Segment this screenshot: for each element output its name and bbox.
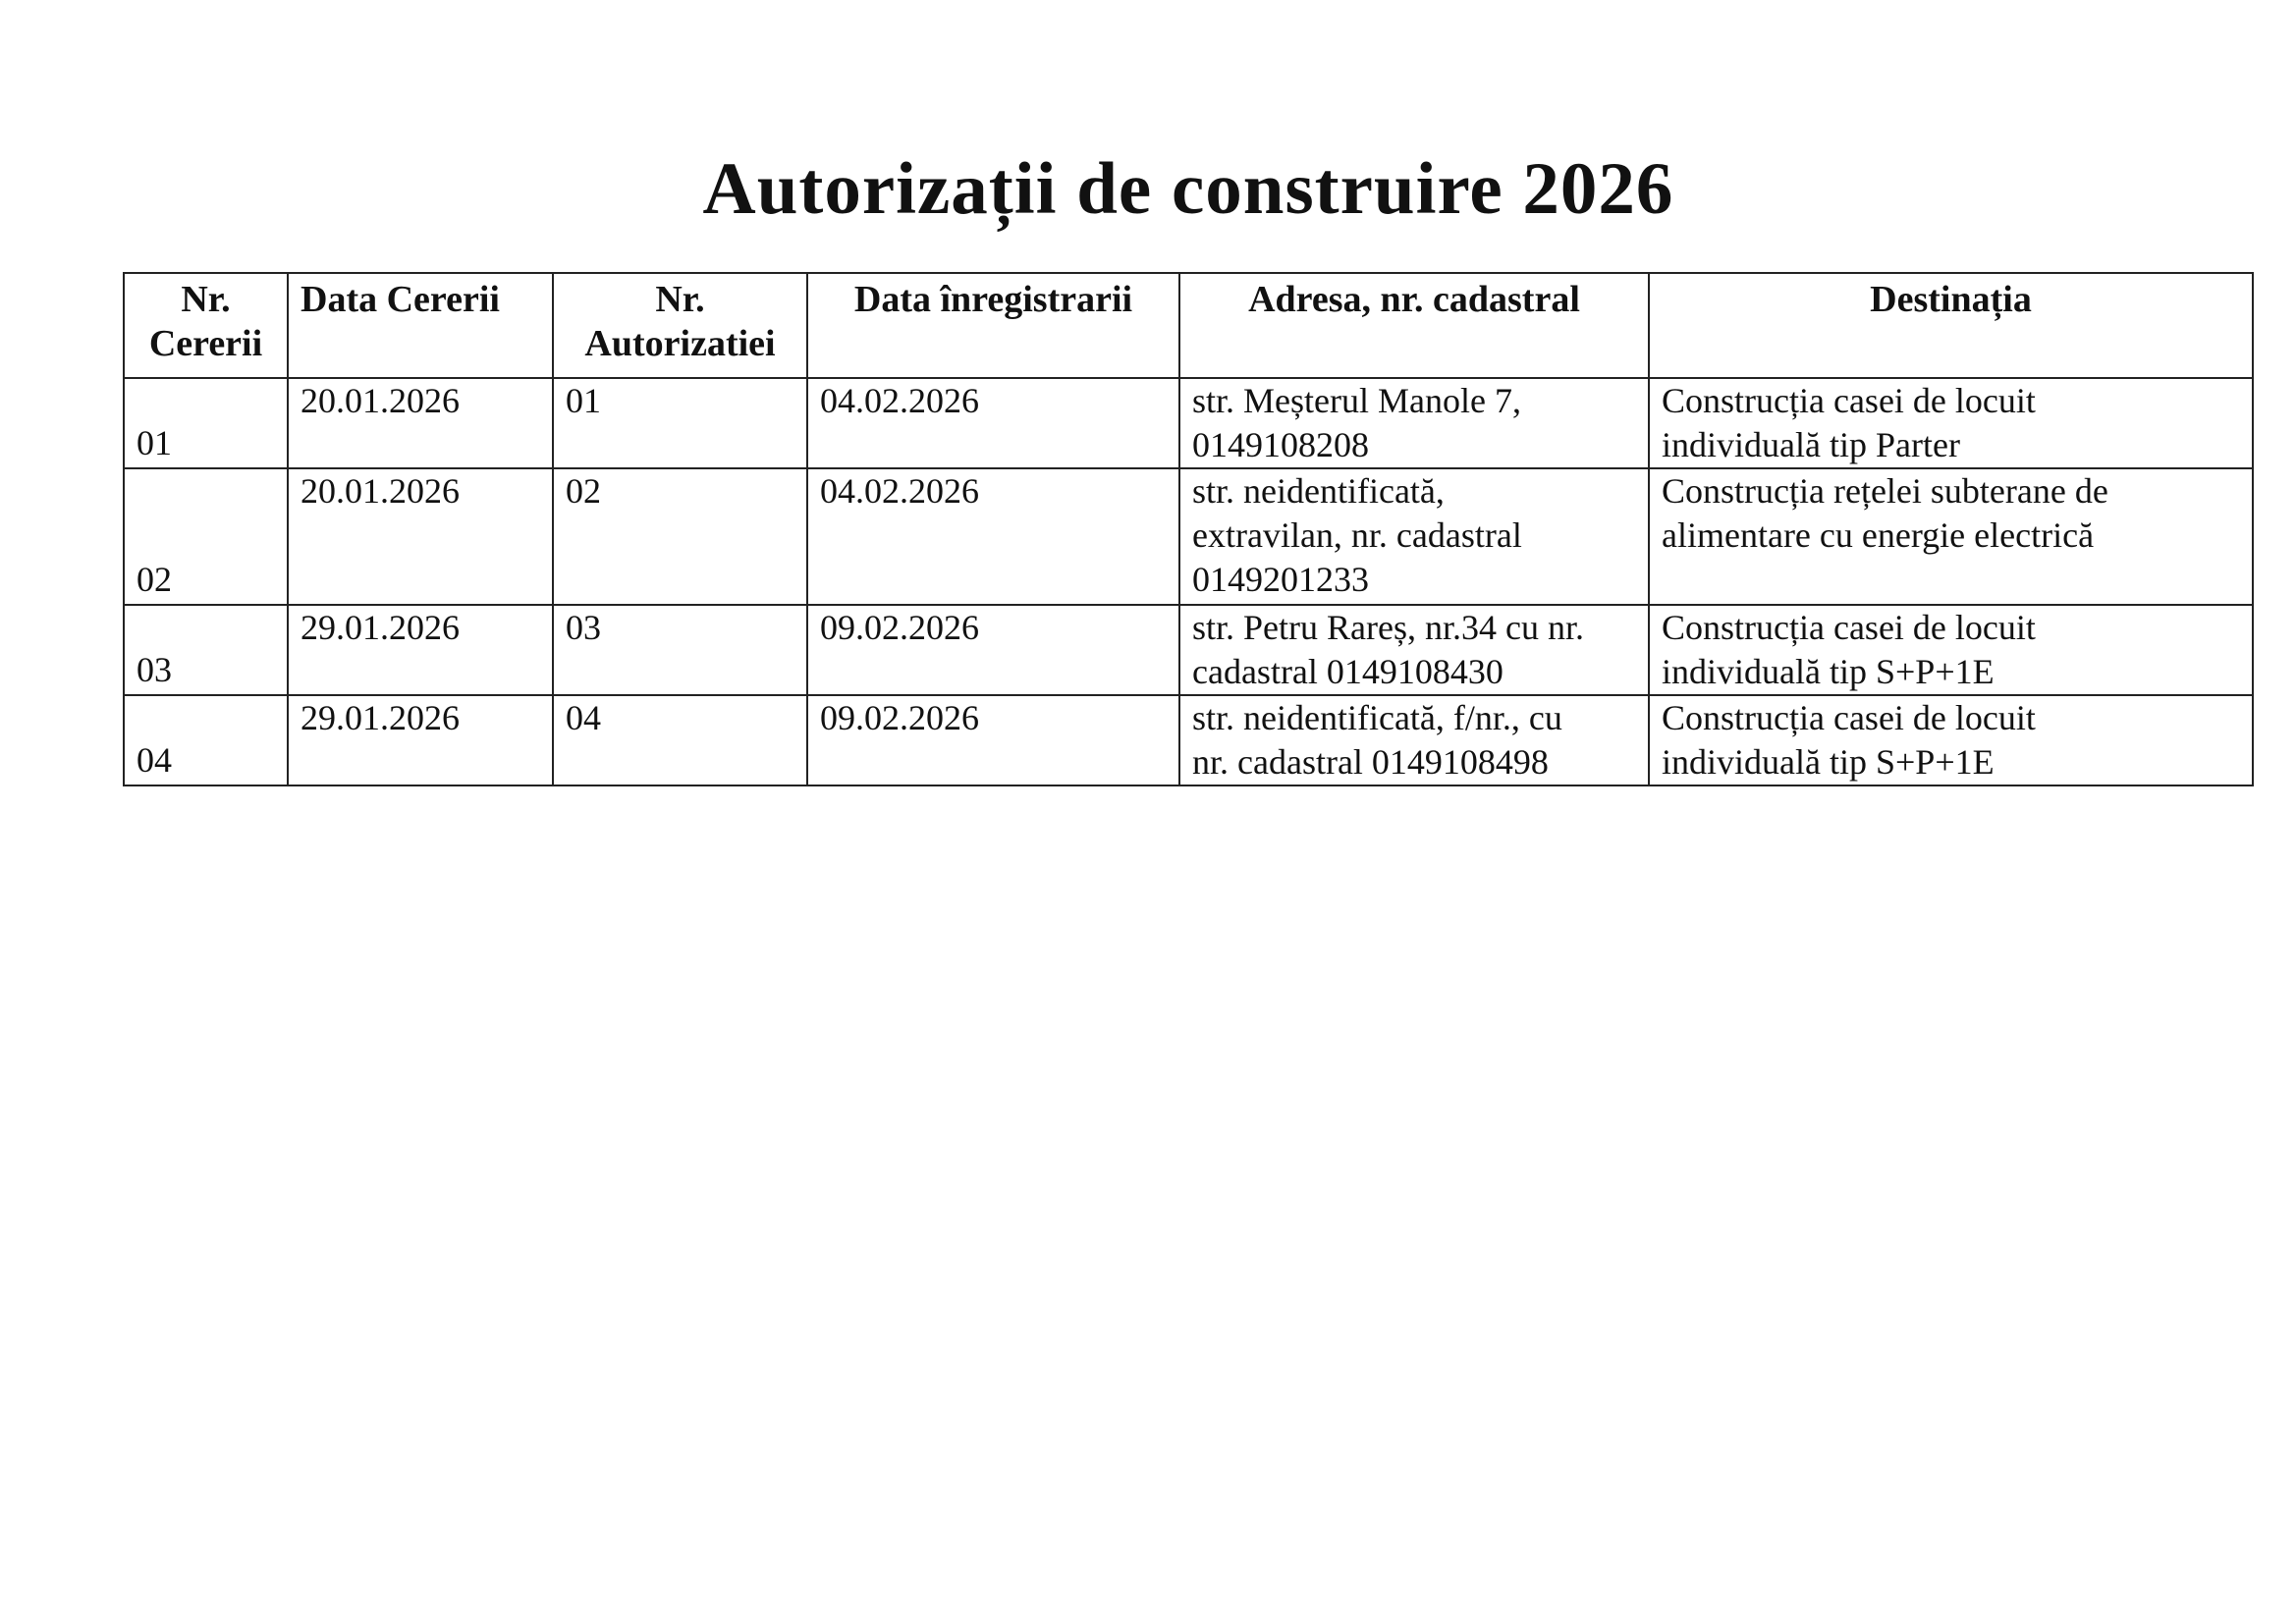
cell-nr-autorizatiei: 03 — [553, 605, 807, 695]
cell-destinatia — [1649, 468, 2253, 605]
table-header — [124, 273, 2253, 378]
header-nr-autorizatiei: Nr. Autorizatiei — [553, 273, 807, 378]
cell-nr-autorizatiei: 02 — [553, 468, 807, 605]
adresa-line: str. neidentificată, f/nr., cu — [1192, 698, 1562, 737]
cell-nr-cererii: 03 — [124, 605, 288, 695]
destinatia-line: alimentare cu energie electrică — [1662, 515, 2095, 555]
cell-destinatia — [1649, 605, 2253, 695]
adresa-line: str. Meșterul Manole 7, — [1192, 381, 1521, 420]
cell-nr-cererii: 04 — [124, 695, 288, 785]
adresa-line: 0149108208 — [1192, 425, 1369, 464]
adresa-line: str. neidentificată, — [1192, 471, 1445, 511]
destinatia-line: Construcția casei de locuit — [1662, 381, 2036, 420]
adresa-line: nr. cadastral 0149108498 — [1192, 742, 1549, 782]
cell-adresa — [1179, 378, 1649, 468]
cell-data-cererii: 20.01.2026 — [288, 378, 553, 468]
adresa-line: str. Petru Rareș, nr.34 cu nr. — [1192, 608, 1584, 647]
cell-nr-autorizatiei: 01 — [553, 378, 807, 468]
document-title: Autorizații de construire 2026 — [702, 148, 1674, 230]
cell-data-inregistrarii: 09.02.2026 — [807, 695, 1179, 785]
cell-data-inregistrarii: 04.02.2026 — [807, 468, 1179, 605]
adresa-line: extravilan, nr. cadastral — [1192, 515, 1522, 555]
header-data-inregistrarii: Data înregistrarii — [807, 273, 1179, 378]
cell-nr-cererii: 02 — [124, 468, 288, 605]
cell-adresa — [1179, 695, 1649, 785]
cell-destinatia — [1649, 695, 2253, 785]
table-row — [124, 378, 2253, 468]
cell-destinatia — [1649, 378, 2253, 468]
destinatia-line: Construcția casei de locuit — [1662, 698, 2036, 737]
header-adresa: Adresa, nr. cadastral — [1179, 273, 1649, 378]
cell-adresa — [1179, 605, 1649, 695]
cell-data-inregistrarii: 09.02.2026 — [807, 605, 1179, 695]
destinatia-line: individuală tip S+P+1E — [1662, 742, 1995, 782]
destinatia-line: Construcția rețelei subterane de — [1662, 471, 2108, 511]
adresa-line: cadastral 0149108430 — [1192, 652, 1503, 691]
permits-table — [123, 272, 2254, 786]
header-destinatia: Destinația — [1649, 273, 2253, 378]
adresa-line: 0149201233 — [1192, 560, 1369, 599]
cell-data-cererii: 29.01.2026 — [288, 695, 553, 785]
destinatia-line: individuală tip Parter — [1662, 425, 1960, 464]
cell-data-cererii: 20.01.2026 — [288, 468, 553, 605]
cell-adresa — [1179, 468, 1649, 605]
cell-nr-autorizatiei: 04 — [553, 695, 807, 785]
destinatia-line: Construcția casei de locuit — [1662, 608, 2036, 647]
table-row — [124, 468, 2253, 605]
header-nr-cererii: Nr. Cererii — [124, 273, 288, 378]
cell-nr-cererii: 01 — [124, 378, 288, 468]
cell-data-inregistrarii: 04.02.2026 — [807, 378, 1179, 468]
header-row — [124, 273, 2253, 378]
destinatia-line: individuală tip S+P+1E — [1662, 652, 1995, 691]
cell-data-cererii: 29.01.2026 — [288, 605, 553, 695]
header-data-cererii: Data Cererii — [288, 273, 553, 378]
table-row — [124, 695, 2253, 785]
table-body — [124, 378, 2253, 785]
table-row — [124, 605, 2253, 695]
